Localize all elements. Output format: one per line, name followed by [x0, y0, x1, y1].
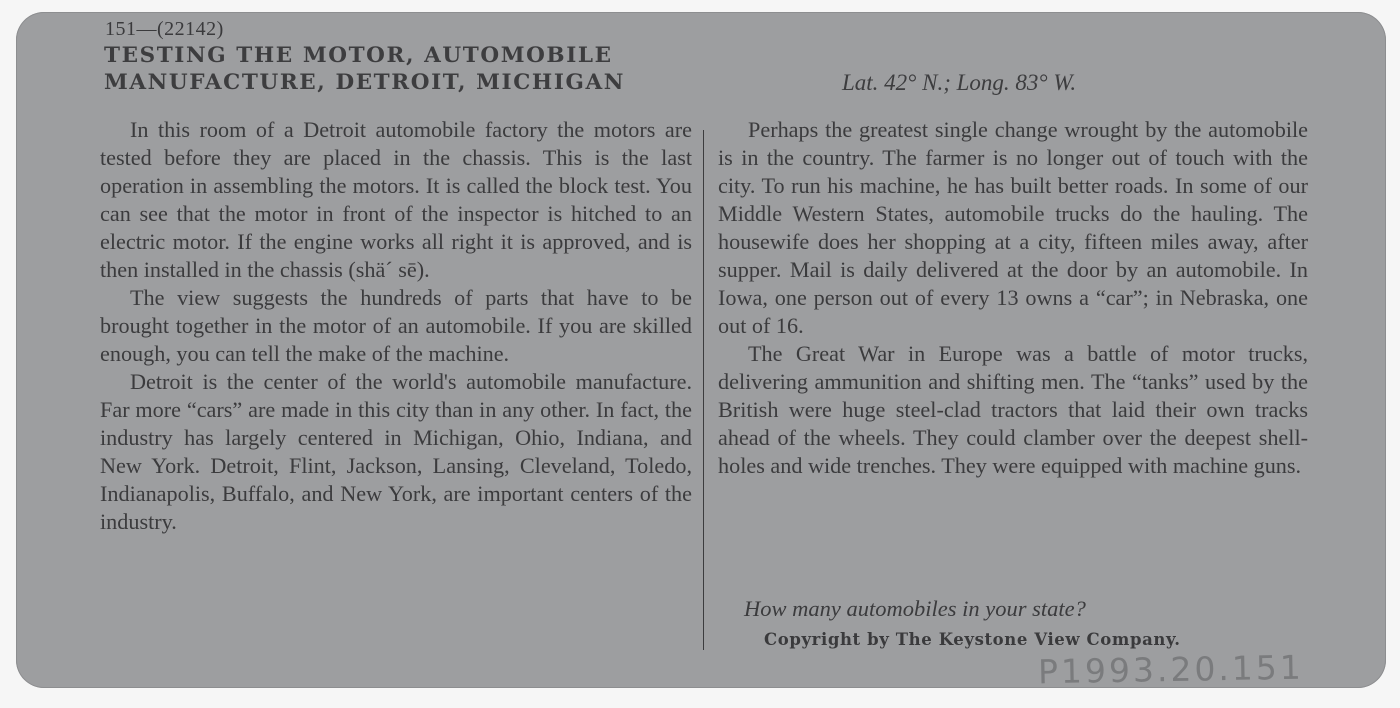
column-divider: [703, 130, 704, 650]
right-paragraph-1: Perhaps the greatest single change wrought by the automobile is in the country. The farmer is no longer out of touch with the city. To run his machine, he has built better roads. In some of our Middle Western States, automobile trucks do the hauling. The housewife does her shopping at a city, fifteen miles away, after supper. Mail is daily delivered at the door by an automobile. In Iowa, one person out of every 13 owns a “car”; in Nebraska, one out of 16.: [718, 117, 1308, 338]
coordinates: Lat. 42° N.; Long. 83° W.: [842, 70, 1077, 95]
title-line-2: MANUFACTURE, DETROIT, MICHIGAN: [104, 70, 625, 95]
accession-number: P1993.20.151: [1037, 647, 1305, 692]
left-column: [100, 116, 692, 536]
copyright-line: Copyright by The Keystone View Company.: [764, 630, 1181, 649]
stereograph-card-back: [16, 12, 1386, 692]
title-line-1: TESTING THE MOTOR, AUTOMOBILE: [104, 43, 613, 68]
card-title: [104, 42, 625, 96]
study-question: How many automobiles in your state?: [744, 596, 1086, 621]
catalog-number: 151—(22142): [105, 18, 224, 40]
left-paragraph-2: The view suggests the hundreds of parts that have to be brought together in the motor of an automobile. If you are skilled enough, you can tell the make of the machine.: [100, 285, 692, 366]
right-column: [718, 116, 1308, 480]
left-paragraph-1: In this room of a Detroit automobile factory the motors are tested before they are placed in the chassis. This is the last operation in assembling the motors. It is called the block test. You can see that the motor in front of the inspector is hitched to an electric motor. If the engine works all right it is approved, and is then installed in the chassis (shä´ sē).: [100, 117, 692, 282]
left-paragraph-3: Detroit is the center of the world's automobile manufacture. Far more “cars” are made in this city than in any other. In fact, the industry has largely centered in Michigan, Ohio, Indiana, and New York. Detroit, Flint, Jackson, Lansing, Cleveland, Toledo, Indianapolis, Buffalo, and New York, are important centers of the industry.: [100, 369, 692, 534]
right-paragraph-2: The Great War in Europe was a battle of motor trucks, delivering ammunition and shifting men. The “tanks” used by the British were huge steel-clad tractors that laid their own tracks ahead of the wheels. They could clamber over the deepest shell-holes and wide trenches. They were equipped with machine guns.: [718, 341, 1308, 478]
